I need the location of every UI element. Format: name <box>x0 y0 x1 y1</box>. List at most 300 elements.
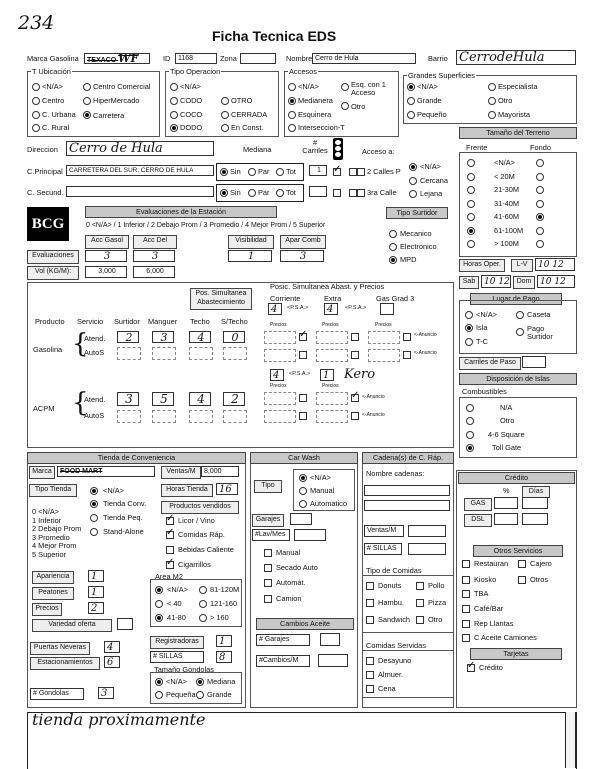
gasolina-extra-precio[interactable] <box>316 331 348 344</box>
secund-sin-label: Sin <box>230 188 241 197</box>
frente-radio[interactable] <box>467 200 475 208</box>
secund-carriles-field[interactable] <box>309 186 327 197</box>
zona-label: Zona <box>220 54 237 63</box>
barrio-field[interactable]: CerrodeHula <box>456 50 576 65</box>
anuncio-label: <-Anuncio <box>362 412 385 418</box>
acpm-pos-field[interactable]: 4 <box>270 369 284 381</box>
productos-vendidos-button[interactable]: Productos vendidos <box>161 501 239 514</box>
acceso-na-radio[interactable] <box>409 163 417 171</box>
n-garajes-value[interactable] <box>320 633 340 646</box>
producto-vendido: Cigarrillos <box>178 560 211 569</box>
ubicacion-option: <N/A> <box>42 82 63 91</box>
credito-pct-label: % <box>503 486 510 495</box>
operacion-coco-radio[interactable] <box>170 111 178 119</box>
n-garajes-field[interactable]: # Garajes <box>256 634 310 646</box>
operacion-codo-radio[interactable] <box>170 97 178 105</box>
carriles-paso-field[interactable] <box>522 356 546 368</box>
carriles-check[interactable] <box>333 168 341 176</box>
pago-tc-radio[interactable] <box>465 338 473 346</box>
tienda-na-radio[interactable] <box>90 487 98 495</box>
acc-del-button[interactable]: Acc Del <box>133 235 177 249</box>
corriente-pos-field[interactable]: 4 <box>268 303 282 315</box>
acpm-autos-anuncio-2[interactable] <box>351 412 359 420</box>
carriles-paso-button[interactable]: Carriles de Paso <box>459 357 521 370</box>
marca-gasolina-field[interactable]: TEXACO WF <box>84 53 150 64</box>
ubicacion-title: T Ubicación <box>32 67 71 76</box>
superficies-na-radio[interactable] <box>407 83 415 91</box>
lav-mes-field[interactable]: #Lav/Mes <box>252 529 290 541</box>
sandwich-check[interactable] <box>366 616 374 624</box>
cadena-sillas-value[interactable] <box>408 543 446 555</box>
carwash-manual-radio[interactable] <box>299 487 307 495</box>
secund-tot-label: Tot <box>286 188 296 197</box>
principal-tot-radio[interactable] <box>276 168 284 176</box>
mediana-check[interactable] <box>349 168 357 176</box>
fondo-radio[interactable] <box>536 200 544 208</box>
id-field[interactable]: 1168 <box>175 53 217 64</box>
vol-del-field[interactable]: 6,000 <box>133 266 175 278</box>
accesos-otro-radio[interactable] <box>341 102 349 110</box>
gas-grad-label: Gas Grad 3 <box>376 294 415 303</box>
tienda-sillas-field[interactable]: # SILLAS <box>150 651 204 663</box>
precios-label: Precios <box>375 322 392 328</box>
visibilidad-field[interactable]: 1 <box>228 250 272 262</box>
tienda-marca-button[interactable]: Marca <box>29 466 55 479</box>
zona-field[interactable] <box>240 53 276 64</box>
gasolina-autos-techo[interactable] <box>189 347 213 360</box>
ubicacion-hiper-radio[interactable] <box>83 97 91 105</box>
secund-carriles-check[interactable] <box>333 189 341 197</box>
cambios-mes-value[interactable] <box>318 654 348 667</box>
horas-tienda-button[interactable]: Horas Tienda <box>161 484 213 497</box>
acpm-autos-techo[interactable] <box>189 410 213 423</box>
visibilidad-button[interactable]: Visibilidad <box>228 235 274 249</box>
frente-radio[interactable] <box>467 173 475 181</box>
tienda-sillas-value[interactable]: 8 <box>216 651 232 663</box>
ubicacion-carretera-radio[interactable] <box>83 111 91 119</box>
acpm-precio-2[interactable] <box>316 392 348 405</box>
tres-calle-label: 3ra Calle <box>367 188 397 197</box>
autos-extra-anuncio[interactable] <box>351 351 359 359</box>
tres-calle-check[interactable] <box>357 189 365 197</box>
islas-option: Toll Gate <box>492 443 522 452</box>
secund-par-label: Par <box>258 188 270 197</box>
operacion-option: <N/A> <box>180 82 201 91</box>
credito-dsl-button[interactable]: DSL <box>464 514 492 527</box>
apariencia-field[interactable]: 1 <box>88 570 104 582</box>
carwash-manual-check[interactable] <box>264 549 272 557</box>
gasolina-extra-anuncio[interactable] <box>351 333 359 341</box>
cadena-ventas-value[interactable] <box>408 525 446 537</box>
servida-option: Desayuno <box>378 656 412 665</box>
carriles-field[interactable]: 1 <box>309 165 327 176</box>
superficies-otro-radio[interactable] <box>488 97 496 105</box>
llantas-check[interactable] <box>462 620 470 628</box>
cadena-ventas-field[interactable]: Ventas/M <box>364 525 404 537</box>
carwash-tipo-button[interactable]: Tipo <box>254 480 282 493</box>
tamano-option: 31-40M <box>494 198 520 208</box>
pago-na-radio[interactable] <box>465 311 473 319</box>
c-secund-field[interactable] <box>66 186 214 197</box>
apar-comb-field[interactable]: 3 <box>280 250 324 262</box>
ventas-button[interactable]: Ventas/M <box>161 466 201 479</box>
fondo-radio[interactable] <box>536 227 544 235</box>
carriles-label: # Carriles <box>302 138 328 155</box>
precios-field[interactable]: 2 <box>88 602 104 614</box>
gondola-grande-radio[interactable] <box>196 691 204 699</box>
anuncio-label: <-Anuncio <box>414 350 437 356</box>
posic-title: Posic. Simultanea Abast. y Precios <box>270 282 385 291</box>
islas-na-radio[interactable] <box>466 404 474 412</box>
tipo-comidas-title: Tipo de Comidas <box>366 566 422 575</box>
frente-radio[interactable] <box>467 240 475 248</box>
lugar-pago-title: Lugar de Pago <box>470 293 562 305</box>
ubicacion-option: C. Urbana <box>42 110 76 119</box>
gasolina-techo-field[interactable]: 4 <box>189 331 211 343</box>
carwash-option: Manual <box>310 486 335 495</box>
islas-tollgate-radio[interactable] <box>466 444 474 452</box>
area-40-radio[interactable] <box>155 600 163 608</box>
autos-corriente-precio[interactable] <box>264 349 296 362</box>
area-na-radio[interactable] <box>155 586 163 594</box>
surtidor-electronico-radio[interactable] <box>389 243 397 251</box>
tarjeta-credito-check[interactable] <box>467 664 475 672</box>
dos-calles-check[interactable] <box>357 168 365 176</box>
tienda-conv-radio[interactable] <box>90 500 98 508</box>
garajes-field[interactable] <box>290 513 312 525</box>
n-gondolas-field[interactable]: # Gondolas <box>30 688 84 700</box>
secund-sin-radio[interactable] <box>220 189 228 197</box>
ubicacion-na-radio[interactable] <box>32 83 40 91</box>
acpm-autos-precio-1[interactable] <box>264 410 296 423</box>
notes-scrollbar[interactable] <box>565 712 576 768</box>
gondola-na-radio[interactable] <box>155 678 163 686</box>
c-secund-label: C. Secund. <box>27 188 64 197</box>
fondo-radio[interactable] <box>536 173 544 181</box>
area-over-radio[interactable] <box>199 614 207 622</box>
carwash-camion-check[interactable] <box>264 595 272 603</box>
acpm-anuncio-1[interactable] <box>299 394 307 402</box>
fondo-radio[interactable] <box>536 240 544 248</box>
peatones-field[interactable]: 1 <box>88 586 104 598</box>
superficies-especialista-radio[interactable] <box>488 83 496 91</box>
operacion-option: CERRADA <box>231 110 268 119</box>
islas-title: Disposición de Islas <box>459 373 577 385</box>
acpm-autos-precio-2[interactable] <box>316 410 348 423</box>
sab-button[interactable]: Sab <box>459 276 479 289</box>
comida-option: Otro <box>428 615 443 624</box>
tienda-stand-radio[interactable] <box>90 528 98 536</box>
superficies-pequeno-radio[interactable] <box>407 111 415 119</box>
secund-tot-radio[interactable] <box>276 189 284 197</box>
fondo-radio[interactable] <box>536 159 544 167</box>
carwash-auto-radio[interactable] <box>299 500 307 508</box>
gas-grad-pos-field[interactable] <box>380 303 394 315</box>
servicio-option: Restauran <box>474 559 509 568</box>
tamano-option: < 20M <box>494 171 515 181</box>
servida-option: Almuer. <box>378 670 404 679</box>
autos-corriente-anuncio[interactable] <box>299 351 307 359</box>
acpm-atend-label: Atend. <box>84 395 106 404</box>
tamano-title: Tamaño del Terreno <box>459 127 577 139</box>
variedad-field[interactable] <box>117 618 133 630</box>
servicio-option: C Aceite Camiones <box>474 633 537 642</box>
cena-check[interactable] <box>366 685 374 693</box>
traffic-light-icon <box>333 138 343 160</box>
operacion-otro-radio[interactable] <box>221 97 229 105</box>
cambios-mes-field[interactable]: #Cambios/M <box>256 655 310 667</box>
fondo-radio[interactable] <box>536 186 544 194</box>
autos-grad-precio[interactable] <box>368 349 400 362</box>
garajes-button[interactable]: Garajes <box>252 514 284 527</box>
islas-otro-radio[interactable] <box>466 417 474 425</box>
acceso-option: Cercana <box>420 176 448 185</box>
tienda-peq-radio[interactable] <box>90 514 98 522</box>
horas-tienda-field[interactable]: 16 <box>216 483 238 495</box>
superficies-grande-radio[interactable] <box>407 97 415 105</box>
frente-radio[interactable] <box>467 159 475 167</box>
accesos-esquinera-radio[interactable] <box>288 111 296 119</box>
aceite-camiones-check[interactable] <box>462 634 470 642</box>
hambu-check[interactable] <box>366 599 374 607</box>
credito-dsl-dias[interactable] <box>522 513 548 525</box>
pos-simultanea-button[interactable]: Pos. Simultanea Abastecimiento <box>190 288 252 310</box>
secund-mediana-check[interactable] <box>349 189 357 197</box>
acpm-autos-label: AutoS <box>84 411 105 420</box>
tarjeta-credito-label: Crédito <box>479 663 503 672</box>
operacion-option: DODO <box>180 123 203 132</box>
lav-mes-value[interactable] <box>294 529 326 541</box>
operacion-const-radio[interactable] <box>221 124 229 132</box>
carwash-secado-check[interactable] <box>264 564 272 572</box>
gasolina-corriente-precio[interactable] <box>264 331 296 344</box>
frente-label: Frente <box>466 143 488 152</box>
evaluaciones-title: Evaluaciones de la Estación <box>85 206 277 218</box>
gasolina-grad-precio[interactable] <box>368 331 400 344</box>
pago-isla-radio[interactable] <box>465 324 473 332</box>
servicio-option: TBA <box>474 589 489 598</box>
acc-gasol-button[interactable]: Acc Gasol <box>85 235 129 249</box>
acpm-anuncio-2[interactable] <box>351 394 359 402</box>
cambios-title: Cambios Aceite <box>256 618 354 630</box>
servicio-option: Cajero <box>530 559 552 568</box>
nombre-field[interactable]: Cerro de Hula <box>312 53 416 64</box>
carwash-check-label: Secado Auto <box>276 563 318 572</box>
autos-grad-anuncio[interactable] <box>403 351 411 359</box>
operacion-title: Tipo Operacion <box>170 67 221 76</box>
accesos-medianera-radio[interactable] <box>288 97 296 105</box>
area-160-radio[interactable] <box>199 600 207 608</box>
bebidas-check[interactable] <box>166 546 174 554</box>
accesos-esq1-radio[interactable] <box>341 83 349 91</box>
registradoras-button[interactable]: Registradoras <box>150 636 204 649</box>
ubicacion-urbana-radio[interactable] <box>32 111 40 119</box>
variedad-button[interactable]: Variedad oferta <box>32 619 112 632</box>
fondo-radio[interactable] <box>536 213 544 221</box>
surtidor-mecanico-radio[interactable] <box>389 230 397 238</box>
acpm-autos-surtidor[interactable] <box>117 410 141 423</box>
restauran-check[interactable] <box>462 560 470 568</box>
superficies-option: Especialista <box>498 82 538 91</box>
acpm-autos-manguer[interactable] <box>152 410 176 423</box>
area-80-radio[interactable] <box>155 614 163 622</box>
tienda-marca-field[interactable]: FOOD MART <box>57 466 155 477</box>
acpm-stecho-field[interactable]: 2 <box>223 392 245 406</box>
puertas-field[interactable]: 4 <box>104 641 120 653</box>
dom-field[interactable]: 10 12 <box>537 275 575 288</box>
servida-option: Cena <box>378 684 396 693</box>
licor-check[interactable] <box>166 517 174 525</box>
tba-check[interactable] <box>462 590 470 598</box>
islas-square-radio[interactable] <box>466 431 474 439</box>
cajero-check[interactable] <box>518 560 526 568</box>
gasolina-autos-label: AutoS <box>84 348 105 357</box>
credito-gas-button[interactable]: GAS <box>464 498 492 511</box>
extra-pos-field[interactable]: 4 <box>324 303 338 315</box>
cadena-title: Cadena(s) de C. Ráp. <box>362 452 454 464</box>
area-120-radio[interactable] <box>199 586 207 594</box>
accesos-intersec-radio[interactable] <box>288 124 296 132</box>
operacion-option: COCO <box>180 110 203 119</box>
almuerzo-check[interactable] <box>366 671 374 679</box>
evaluaciones-button[interactable]: Evaluaciones <box>27 250 79 264</box>
tarjetas-title: Tarjetas <box>470 648 562 660</box>
nombre-cadenas-label: Nombre cadenas: <box>366 469 425 478</box>
acpm-autos-anuncio-1[interactable] <box>299 412 307 420</box>
acceso-cercana-radio[interactable] <box>409 177 417 185</box>
pizza-check[interactable] <box>416 599 424 607</box>
ubicacion-centro-radio[interactable] <box>32 97 40 105</box>
tipo-tienda-button[interactable]: Tipo Tienda <box>29 484 77 497</box>
cadena-nombre-2[interactable] <box>364 500 450 511</box>
estacionamientos-field[interactable]: 6 <box>104 656 120 668</box>
cigarrillos-check[interactable] <box>166 561 174 569</box>
gasolina-autos-stecho[interactable] <box>223 347 247 360</box>
pago-caseta-radio[interactable] <box>516 311 524 319</box>
n-gondolas-value[interactable]: 3 <box>98 687 114 699</box>
ubicacion-option: Carretera <box>93 111 125 120</box>
ubicacion-comercial-radio[interactable] <box>83 83 91 91</box>
credito-gas-pct[interactable] <box>494 497 518 509</box>
area-option: < 40 <box>167 599 182 608</box>
pago-surtidor-radio[interactable] <box>516 328 524 336</box>
frente-radio[interactable] <box>467 213 475 221</box>
apariencia-button[interactable]: Apariencia <box>32 571 74 584</box>
gasolina-brace: { <box>72 329 89 359</box>
pollo-check[interactable] <box>416 582 424 590</box>
operacion-cerrada-radio[interactable] <box>221 111 229 119</box>
c-principal-field[interactable]: CARRETERA DEL SUR, CERRO DE HULA <box>66 165 214 176</box>
carwash-na-radio[interactable] <box>299 474 307 482</box>
secund-par-radio[interactable] <box>248 189 256 197</box>
gasolina-corriente-anuncio[interactable] <box>299 333 307 341</box>
principal-par-radio[interactable] <box>248 168 256 176</box>
frente-radio[interactable] <box>467 186 475 194</box>
registradoras-field[interactable]: 1 <box>216 635 232 647</box>
gasolina-autos-manguer[interactable] <box>152 347 176 360</box>
gasolina-manguer-field[interactable]: 3 <box>152 331 174 343</box>
sab-field[interactable]: 10 12 <box>481 275 511 288</box>
horas-oper-button[interactable]: Horas Oper. <box>459 259 505 272</box>
tienda-option: Tienda Peq. <box>103 513 143 522</box>
acpm-handwritten-note: Kero <box>344 367 376 382</box>
acpm-manguer-field[interactable]: 5 <box>152 392 174 406</box>
acceso-lejana-radio[interactable] <box>409 190 417 198</box>
surtidor-option: Electronico <box>400 242 437 251</box>
acpm-surtidor-field[interactable]: 3 <box>117 392 139 406</box>
peatones-button[interactable]: Peatones <box>32 587 74 600</box>
gasolina-grad-anuncio[interactable] <box>403 333 411 341</box>
dos-calles-label: 2 Calles P <box>367 167 401 176</box>
acpm-precio-1[interactable] <box>264 392 296 405</box>
gasolina-stecho-field[interactable]: 0 <box>223 331 245 343</box>
accesos-option: Interseccion-T <box>298 123 345 132</box>
operacion-dodo-radio[interactable] <box>170 124 178 132</box>
comidas-check[interactable] <box>166 531 174 539</box>
puertas-button[interactable]: Puertas Neveras <box>30 642 90 655</box>
vol-button[interactable]: Vol (KG/M): <box>27 266 79 280</box>
credito-gas-dias[interactable] <box>522 497 548 509</box>
estacionamientos-button[interactable]: Estacionamientos <box>30 657 100 670</box>
manguer-col: Manguer <box>148 317 178 326</box>
acpm-psa-field[interactable]: 1 <box>320 369 334 381</box>
carwash-title: Car Wash <box>250 452 358 464</box>
cadena-nombre-1[interactable] <box>364 485 450 496</box>
acpm-autos-stecho[interactable] <box>223 410 247 423</box>
gasolina-autos-surtidor[interactable] <box>117 347 141 360</box>
lv-field[interactable]: 10 12 <box>535 258 575 271</box>
autos-extra-precio[interactable] <box>316 349 348 362</box>
operacion-na-radio[interactable] <box>170 83 178 91</box>
credito-dias-button[interactable]: Días <box>522 486 550 498</box>
acpm-techo-field[interactable]: 4 <box>189 392 211 406</box>
ubicacion-rural-radio[interactable] <box>32 124 40 132</box>
credito-dsl-pct[interactable] <box>494 513 518 525</box>
surtidor-mpd-radio[interactable] <box>389 256 397 264</box>
gondola-pequena-radio[interactable] <box>155 691 163 699</box>
lv-button[interactable]: L-V <box>511 259 533 272</box>
ventas-field[interactable]: 8,000 <box>201 466 239 477</box>
dom-button[interactable]: Dom <box>513 276 535 289</box>
desayuno-check[interactable] <box>366 657 374 665</box>
acceso-a-label: Acceso a: <box>362 147 395 156</box>
precios-button[interactable]: Precios <box>32 603 62 616</box>
frente-radio[interactable] <box>467 227 475 235</box>
acc-del-field[interactable]: 3 <box>133 250 175 262</box>
carwash-automat-check[interactable] <box>264 579 272 587</box>
otros-check[interactable] <box>518 576 526 584</box>
otro-comida-check[interactable] <box>416 616 424 624</box>
cadena-sillas-field[interactable]: # SILLAS <box>364 543 402 555</box>
superficies-mayorista-radio[interactable] <box>488 111 496 119</box>
ubicacion-option: C. Rural <box>42 123 70 132</box>
comida-option: Hambu. <box>378 598 404 607</box>
area-option: 81-120M <box>210 585 240 594</box>
producto-vendido: Licor / Vino <box>178 516 215 525</box>
acc-gasol-field[interactable]: 3 <box>85 250 127 262</box>
principal-sin-radio[interactable] <box>220 168 228 176</box>
donuts-check[interactable] <box>366 582 374 590</box>
kiosko-check[interactable] <box>462 576 470 584</box>
cafe-check[interactable] <box>462 605 470 613</box>
gasolina-surtidor-field[interactable]: 2 <box>117 331 139 343</box>
apar-comb-button[interactable]: Apar Comb <box>280 235 326 249</box>
gondola-mediana-radio[interactable] <box>196 678 204 686</box>
pago-option: Pago Surtidor <box>527 324 553 341</box>
accesos-na-radio[interactable] <box>288 83 296 91</box>
vol-gasol-field[interactable]: 3,000 <box>85 266 127 278</box>
direccion-field[interactable]: Cerro de Hula <box>66 141 214 156</box>
